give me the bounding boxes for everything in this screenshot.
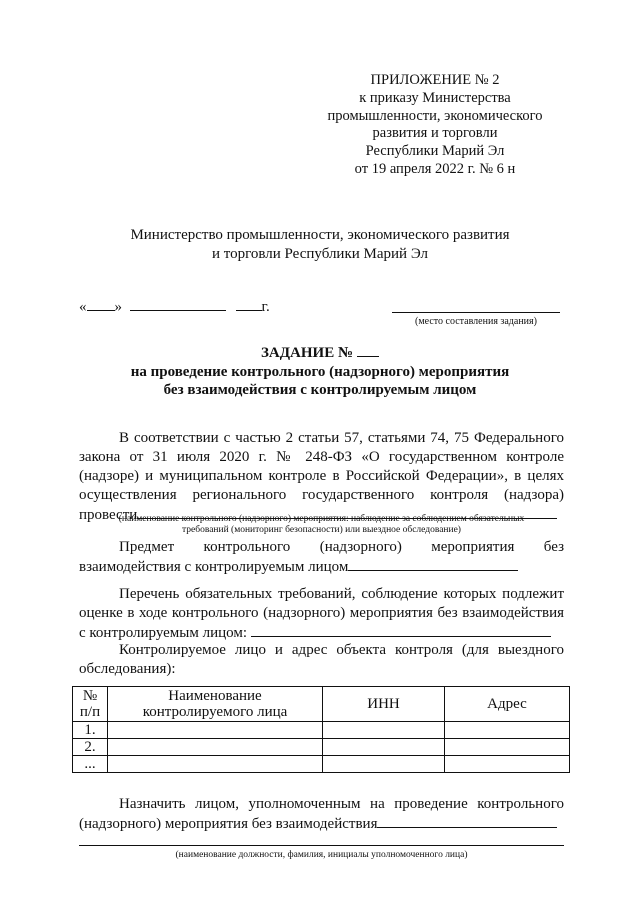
year-blank[interactable]	[236, 298, 262, 311]
appendix-line: от 19 апреля 2022 г. № 6 н	[354, 160, 516, 177]
paragraph-line	[79, 623, 564, 643]
paragraph-line: Перечень обязательных требований, соблюдение которых подлежит	[119, 586, 564, 602]
paragraph-line	[79, 814, 564, 834]
quote-close: »	[114, 299, 122, 315]
row-number: ...	[73, 756, 108, 773]
date-row	[79, 298, 270, 316]
authorized-blank[interactable]	[377, 814, 557, 828]
place-caption: (место составления задания)	[415, 316, 537, 327]
provesti-label: провести	[79, 507, 138, 523]
paragraph-line: (надзоре) и муниципальном контроле в Российской Федерации», в целях	[79, 468, 564, 484]
quote-open: «	[79, 299, 87, 315]
task-number-blank[interactable]	[357, 344, 379, 357]
paragraph-line	[79, 557, 564, 577]
row-name-cell[interactable]	[108, 739, 323, 756]
year-suffix: г.	[261, 299, 270, 315]
title-line-1: ЗАДАНИЕ №	[260, 345, 354, 361]
paragraph-line: Предмет контрольного (надзорного) мероприятия без	[119, 539, 564, 555]
caption-line: требований (мониторинг безопасности) или выездное обследование)	[182, 525, 461, 535]
authorized-label: (надзорного) мероприятия без взаимодействия	[79, 816, 378, 832]
event-name-caption	[79, 514, 564, 536]
header-name: Наименование контролируемого лица	[108, 687, 323, 722]
paragraph-authorized-person	[79, 795, 564, 834]
month-blank[interactable]	[130, 298, 226, 311]
row-name-cell[interactable]	[108, 722, 323, 739]
document-title	[80, 344, 560, 400]
subject-label: взаимодействия с контролируемым лицом	[79, 559, 349, 575]
appendix-line: к приказу Министерства	[359, 89, 511, 106]
paragraph-line: закона от 31 июля 2020 г. № 248-ФЗ «О государственном контроле	[79, 449, 564, 465]
paragraph-legal-basis	[79, 429, 564, 525]
requirements-label: с контролируемым лицом:	[79, 625, 248, 641]
row-number: 2.	[73, 739, 108, 756]
appendix-line: ПРИЛОЖЕНИЕ № 2	[370, 72, 500, 88]
table-header-row	[73, 687, 570, 722]
authorized-person-line[interactable]	[79, 845, 564, 846]
paragraph-requirements	[79, 585, 564, 643]
row-name-cell[interactable]	[108, 756, 323, 773]
controlled-persons-table	[72, 686, 570, 773]
appendix-line: Республики Марий Эл	[365, 143, 505, 160]
caption-line: (наименование контрольного (надзорного) мероприятия: наблюдение за соблюдением обязательных	[118, 514, 525, 524]
paragraph-line: обследования):	[79, 661, 176, 677]
paragraph-line: В соответствии с частью 2 статьи 57, статьями 74, 75 Федерального	[119, 430, 564, 446]
header-address: Адрес	[445, 687, 570, 722]
row-address-cell[interactable]	[445, 722, 570, 739]
appendix-line: промышленности, экономического	[327, 107, 543, 124]
table-row	[73, 722, 570, 739]
title-line-2: на проведение контрольного (надзорного) мероприятия	[130, 363, 510, 380]
paragraph-line: Контролируемое лицо и адрес объекта контроля (для выездного	[119, 642, 564, 658]
row-address-cell[interactable]	[445, 739, 570, 756]
ministry-name	[80, 226, 560, 264]
table-row	[73, 756, 570, 773]
appendix-line: развития и торговли	[372, 125, 498, 142]
ministry-line-2: и торговли Республики Марий Эл	[211, 246, 429, 262]
header-inn: ИНН	[323, 687, 445, 722]
row-inn-cell[interactable]	[323, 722, 445, 739]
paragraph-controlled-person	[79, 641, 564, 679]
paragraph-subject	[79, 538, 564, 577]
table-row	[73, 739, 570, 756]
paragraph-line: оценке в ходе контрольного (надзорного) мероприятия без взаимодействия	[79, 605, 564, 621]
row-address-cell[interactable]	[445, 756, 570, 773]
paragraph-line: осуществления регионального государственного контроля (надзора)	[79, 487, 564, 503]
ministry-line-1: Министерство промышленности, экономического развития	[130, 227, 510, 243]
row-inn-cell[interactable]	[323, 739, 445, 756]
day-blank[interactable]	[87, 298, 115, 311]
paragraph-line: Назначить лицом, уполномоченным на проведение контрольного	[119, 796, 564, 812]
title-line-3: без взаимодействия с контролируемым лицом	[163, 382, 477, 398]
row-number: 1.	[73, 722, 108, 739]
header-number: № п/п	[73, 687, 108, 722]
subject-blank[interactable]	[348, 557, 518, 571]
authorized-caption: (наименование должности, фамилия, инициалы уполномоченного лица)	[175, 850, 468, 860]
requirements-blank[interactable]	[251, 623, 551, 637]
row-inn-cell[interactable]	[323, 756, 445, 773]
appendix-header	[316, 72, 554, 179]
place-blank[interactable]	[392, 312, 560, 313]
